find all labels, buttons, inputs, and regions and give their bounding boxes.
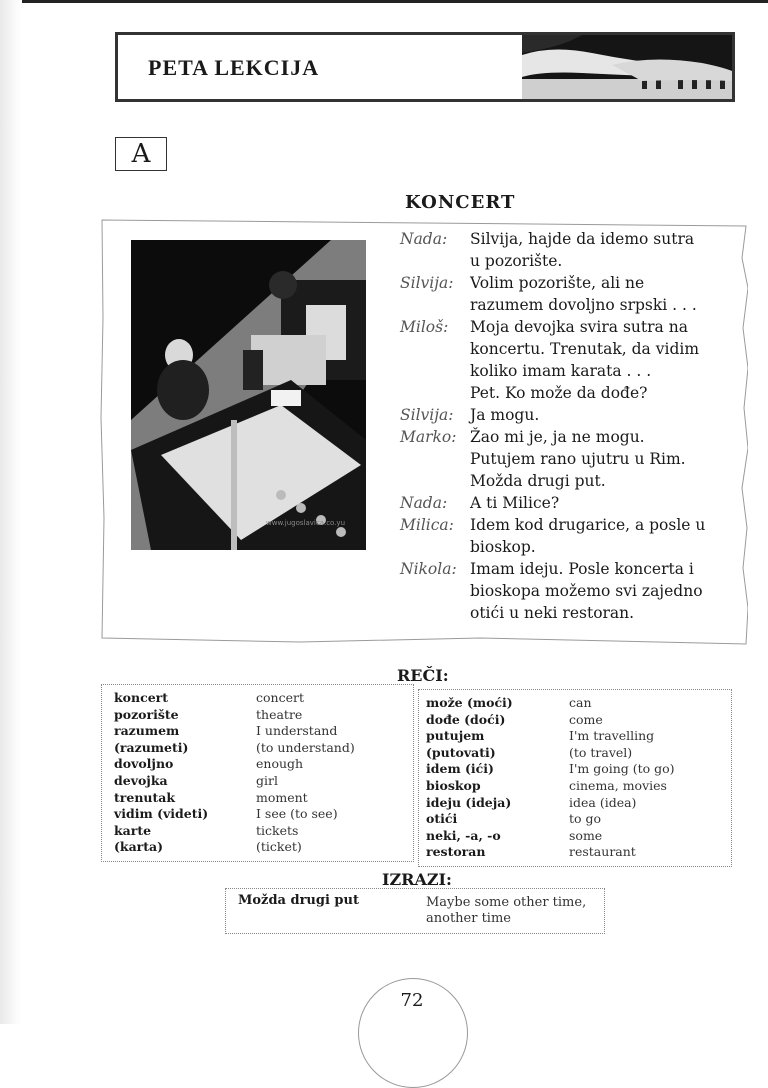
expression-gloss bbox=[426, 895, 586, 927]
lesson-title-banner bbox=[115, 32, 735, 102]
dialog-line: Možda drugi put. bbox=[470, 472, 606, 490]
vocab-gloss: theatre bbox=[256, 706, 303, 722]
vocab-gloss: I'm travelling bbox=[569, 728, 655, 744]
vocab-gloss: tickets bbox=[256, 822, 299, 838]
dialog-speaker: Silvija: bbox=[400, 406, 454, 424]
dialog-line: Putujem rano ujutru u Rim. bbox=[470, 450, 686, 468]
vocab-gloss: (to understand) bbox=[256, 739, 355, 755]
vocab-gloss: come bbox=[569, 711, 603, 727]
dialog-line: Idem kod drugarice, a posle u bbox=[470, 516, 706, 534]
vocab-gloss: to go bbox=[569, 811, 602, 827]
vocab-gloss: concert bbox=[256, 690, 304, 705]
vocab-term: dovoljno bbox=[114, 756, 174, 772]
vocab-term: putujem bbox=[426, 728, 485, 744]
dialog-speech bbox=[470, 316, 715, 404]
lesson-heading: KONCERT bbox=[405, 192, 516, 213]
dialog-turn bbox=[400, 316, 715, 404]
vocab-term: (putovati) bbox=[426, 744, 496, 760]
page-number: 72 bbox=[400, 990, 424, 1011]
expression-term: Možda drugi put bbox=[238, 893, 359, 908]
vocab-gloss: girl bbox=[256, 772, 278, 788]
dialog-turn bbox=[400, 558, 715, 624]
vocab-term: može (moći) bbox=[426, 695, 513, 710]
vocab-gloss: I see (to see) bbox=[256, 806, 338, 822]
dialog-speech bbox=[470, 228, 715, 272]
vocab-gloss: idea (idea) bbox=[569, 794, 637, 810]
dialog-speaker: Miloš: bbox=[400, 318, 449, 336]
dialog-speech bbox=[470, 492, 715, 514]
vocab-term: pozorište bbox=[114, 706, 179, 722]
dialog-turn bbox=[400, 404, 715, 426]
piano-hands-image bbox=[522, 35, 732, 99]
vocab-term: (karta) bbox=[114, 839, 164, 855]
expressions-heading: IZRAZI: bbox=[382, 870, 452, 889]
vocab-terms-right bbox=[426, 695, 513, 861]
top-border bbox=[0, 0, 768, 3]
vocab-table-right bbox=[418, 689, 732, 867]
vocab-terms-left bbox=[114, 690, 208, 856]
vocab-gloss: can bbox=[569, 695, 592, 710]
vocab-gloss: (ticket) bbox=[256, 839, 302, 855]
concert-photo bbox=[131, 240, 366, 550]
dialog-speech bbox=[470, 558, 715, 624]
dialog-line: razumem dovoljno srpski . . . bbox=[470, 296, 697, 314]
vocab-term: vidim (videti) bbox=[114, 806, 209, 822]
dialog-line: Imam ideju. Posle koncerta i bbox=[470, 560, 694, 578]
vocab-term: idem (ići) bbox=[426, 761, 494, 777]
dialog-speaker: Milica: bbox=[400, 516, 454, 534]
dialog-speech bbox=[470, 404, 715, 426]
dialog-line: Ja mogu. bbox=[470, 406, 540, 424]
dialog-turn bbox=[400, 272, 715, 316]
section-letter-box: A bbox=[115, 137, 167, 171]
vocab-term: koncert bbox=[114, 690, 169, 705]
dialog-speech bbox=[470, 514, 715, 558]
photo-watermark: www.jugoslavica.co.yu bbox=[266, 519, 346, 527]
page-spine-shadow bbox=[0, 0, 22, 1024]
vocab-glosses-right bbox=[569, 695, 675, 861]
dialog-line: u pozorište. bbox=[470, 252, 563, 270]
vocab-term: karte bbox=[114, 822, 152, 838]
vocab-glosses-left bbox=[256, 690, 355, 856]
vocab-term: otići bbox=[426, 811, 458, 827]
expression-gloss-line: another time bbox=[426, 911, 511, 926]
vocab-term: ideju (ideja) bbox=[426, 794, 512, 810]
dialog-turn bbox=[400, 514, 715, 558]
dialog-line: koliko imam karata . . . bbox=[470, 362, 652, 380]
vocab-gloss: (to travel) bbox=[569, 744, 633, 760]
vocab-gloss: some bbox=[569, 827, 603, 843]
lesson-title: PETA LEKCIJA bbox=[148, 55, 320, 80]
dialog-speaker: Nada: bbox=[400, 494, 448, 512]
dialog-line: koncertu. Trenutak, da vidim bbox=[470, 340, 700, 358]
expression-gloss-line: Maybe some other time, bbox=[426, 895, 587, 910]
dialog-speech bbox=[470, 426, 715, 492]
dialog-line: Pet. Ko može da dođe? bbox=[470, 384, 648, 402]
dialog-turn bbox=[400, 492, 715, 514]
vocab-gloss: I understand bbox=[256, 723, 338, 739]
dialog-line: bioskop. bbox=[470, 538, 536, 556]
vocab-heading: REČI: bbox=[397, 666, 449, 685]
dialog-speaker: Marko: bbox=[400, 428, 457, 446]
dialog-turn bbox=[400, 228, 715, 272]
vocab-gloss: enough bbox=[256, 756, 304, 772]
vocab-term: trenutak bbox=[114, 789, 176, 805]
dialog-speaker: Nikola: bbox=[400, 560, 457, 578]
dialog-line: bioskopa možemo svi zajedno bbox=[470, 582, 703, 600]
expressions-table bbox=[225, 888, 605, 934]
dialog-line: Moja devojka svira sutra na bbox=[470, 318, 688, 336]
vocab-term: razumem bbox=[114, 723, 180, 739]
dialog-line: otići u neki restoran. bbox=[470, 604, 635, 622]
vocab-term: devojka bbox=[114, 772, 168, 788]
vocab-term: restoran bbox=[426, 844, 486, 860]
dialog-speaker: Nada: bbox=[400, 230, 448, 248]
dialog-line: Silvija, hajde da idemo sutra bbox=[470, 230, 695, 248]
dialog-speaker: Silvija: bbox=[400, 274, 454, 292]
vocab-term: dođe (doći) bbox=[426, 711, 506, 727]
vocab-table-left bbox=[101, 684, 414, 862]
vocab-term: (razumeti) bbox=[114, 739, 189, 755]
dialog bbox=[400, 228, 715, 624]
dialog-line: A ti Milice? bbox=[470, 494, 560, 512]
dialog-speech bbox=[470, 272, 715, 316]
vocab-gloss: I'm going (to go) bbox=[569, 761, 675, 777]
dialog-turn bbox=[400, 426, 715, 492]
vocab-gloss: moment bbox=[256, 789, 308, 805]
vocab-term: neki, -a, -o bbox=[426, 827, 501, 843]
vocab-gloss: restaurant bbox=[569, 844, 636, 860]
vocab-term: bioskop bbox=[426, 777, 481, 793]
vocab-gloss: cinema, movies bbox=[569, 777, 667, 793]
dialog-line: Žao mi je, ja ne mogu. bbox=[470, 428, 645, 446]
dialog-line: Volim pozorište, ali ne bbox=[470, 274, 645, 292]
